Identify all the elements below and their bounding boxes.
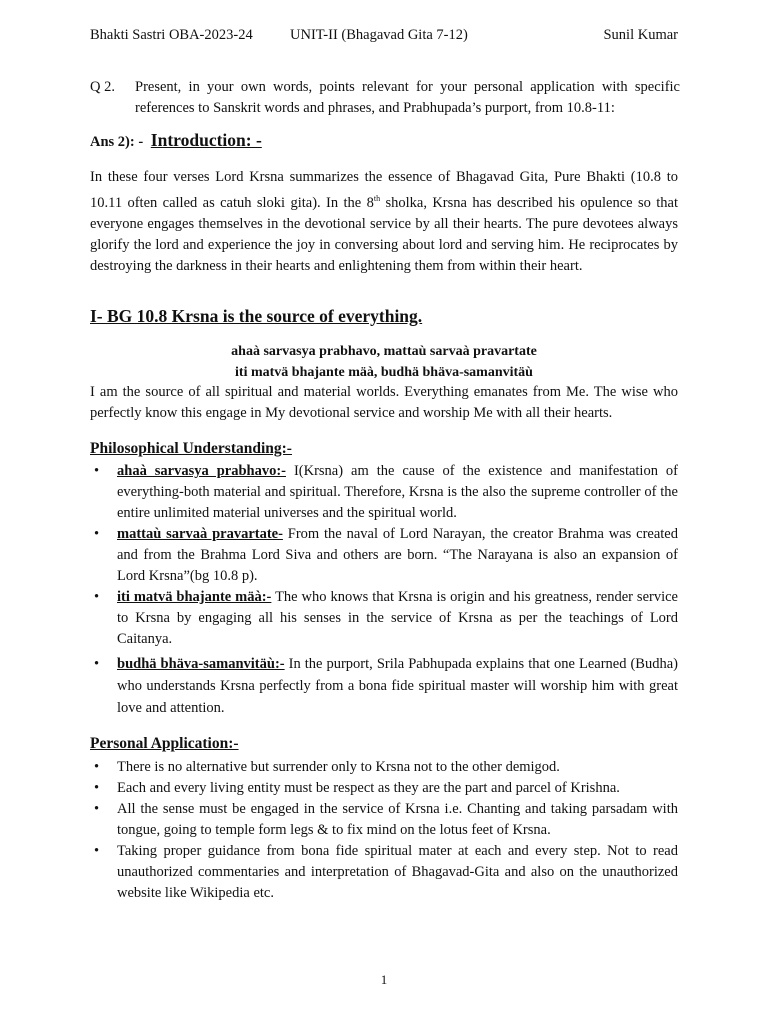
page-number: 1 (380, 972, 388, 987)
verse-line-2: iti matvä bhajante mäà, budhä bhäva-samanvitäù (235, 365, 533, 380)
list-item (90, 841, 678, 904)
personal-application-list (90, 757, 678, 904)
explanation: From the naval of Lord Narayan, the creator Brahma was created and from the Brahma Lord Siva and others are born. “The Narayana is also an expansion of Lord Krsna”(bg 10.8 p). (117, 526, 678, 584)
bullet-icon: • (94, 526, 100, 542)
list-item (90, 587, 678, 650)
list-item (90, 461, 678, 524)
question-block (90, 77, 680, 119)
explanation: I(Krsna) am the cause of the existence and manifestation of everything-both material and spiritual. Therefore, Krsna is the also the supreme controller of the entire unlimited material universes and the spiritual world. (117, 463, 678, 521)
bullet-icon: • (94, 759, 100, 775)
personal-application-heading: Personal Application:- (90, 735, 239, 752)
intro-superscript: th (373, 194, 381, 203)
introduction-paragraph (90, 167, 678, 277)
answer-label: Ans 2): - (90, 134, 144, 150)
philosophical-heading: Philosophical Understanding:- (90, 440, 292, 457)
sanskrit-term: ahaà sarvasya prabhavo:- (117, 463, 286, 479)
list-item-text: All the sense must be engaged in the service of Krsna i.e. Chanting and taking parsadam with tongue, going to temple form legs & to fix mind on the lotus feet of Krsna. (117, 801, 678, 838)
list-item (90, 778, 678, 799)
list-item-text: Each and every living entity must be respect as they are the part and parcel of Krishna. (117, 780, 620, 796)
intro-text-part1: In these four verses Lord Krsna summarizes the essence of Bhagavad Gita, Pure Bhakti (10.8 to 10.11 often called as catuh sloki gita). In the 8 (90, 169, 678, 211)
list-item (90, 653, 678, 719)
bullet-icon: • (94, 589, 100, 605)
list-item-text: Taking proper guidance from bona fide spiritual mater at each and every step. Not to read unauthorized commentaries and interpretation of Bhagavad-Gita and also on the unauthorized website like Wikipedia etc. (117, 843, 678, 901)
explanation: The who knows that Krsna is origin and his greatness, render service to Krsna by engaging all his senses in the service of Krsna as per the teachings of Lord Caitanya. (117, 589, 678, 647)
explanation: In the purport, Srila Pabhupada explains that one Learned (Budha) who understands Krsna perfectly from a bona fide spiritual master will worship him with great love and attention. (117, 656, 678, 716)
answer-heading (90, 130, 262, 151)
verse-sanskrit (90, 341, 678, 383)
list-item (90, 524, 678, 587)
list-item-text: There is no alternative but surrender only to Krsna not to the other demigod. (117, 759, 560, 775)
list-item (90, 799, 678, 841)
question-text: Present, in your own words, points relevant for your personal application with specific references to Sanskrit words and phrases, and Prabhupada’s purport, from 10.8-11: (135, 79, 680, 116)
header-course: Bhakti Sastri OBA-2023-24 (90, 27, 253, 43)
bullet-icon: • (94, 656, 100, 672)
bullet-icon: • (94, 801, 100, 817)
sanskrit-term: iti matvä bhajante mäà:- (117, 589, 272, 605)
question-number: Q 2. (90, 79, 115, 95)
verse-translation: I am the source of all spiritual and material worlds. Everything emanates from Me. The wise who perfectly know this engage in My devotional service and worship Me with all their hearts. (90, 384, 678, 421)
introduction-heading: Introduction: - (150, 130, 262, 150)
header-unit: UNIT-II (Bhagavad Gita 7-12) (290, 27, 468, 43)
bullet-icon: • (94, 463, 100, 479)
section-heading-bg-10-8: I- BG 10.8 Krsna is the source of everything. (90, 306, 423, 326)
verse-line-1: ahaà sarvasya prabhavo, mattaù sarvaà pravartate (231, 344, 537, 359)
header-author: Sunil Kumar (603, 27, 678, 43)
philosophy-list (90, 461, 678, 719)
list-item (90, 757, 678, 778)
bullet-icon: • (94, 843, 100, 859)
intro-text-part2: sholka, Krsna has described his opulence so that everyone engages themselves in the devotional service by all their hearts. The pure devotees always glorify the lord and experience the joy in conversing about lord and serving him. He reciprocates by destroying the darkness in their hearts and enlightening them from within their heart. (90, 194, 679, 274)
bullet-icon: • (94, 780, 100, 796)
sanskrit-term: mattaù sarvaà pravartate- (117, 526, 283, 542)
sanskrit-term: budhä bhäva-samanvitäù:- (117, 656, 285, 672)
